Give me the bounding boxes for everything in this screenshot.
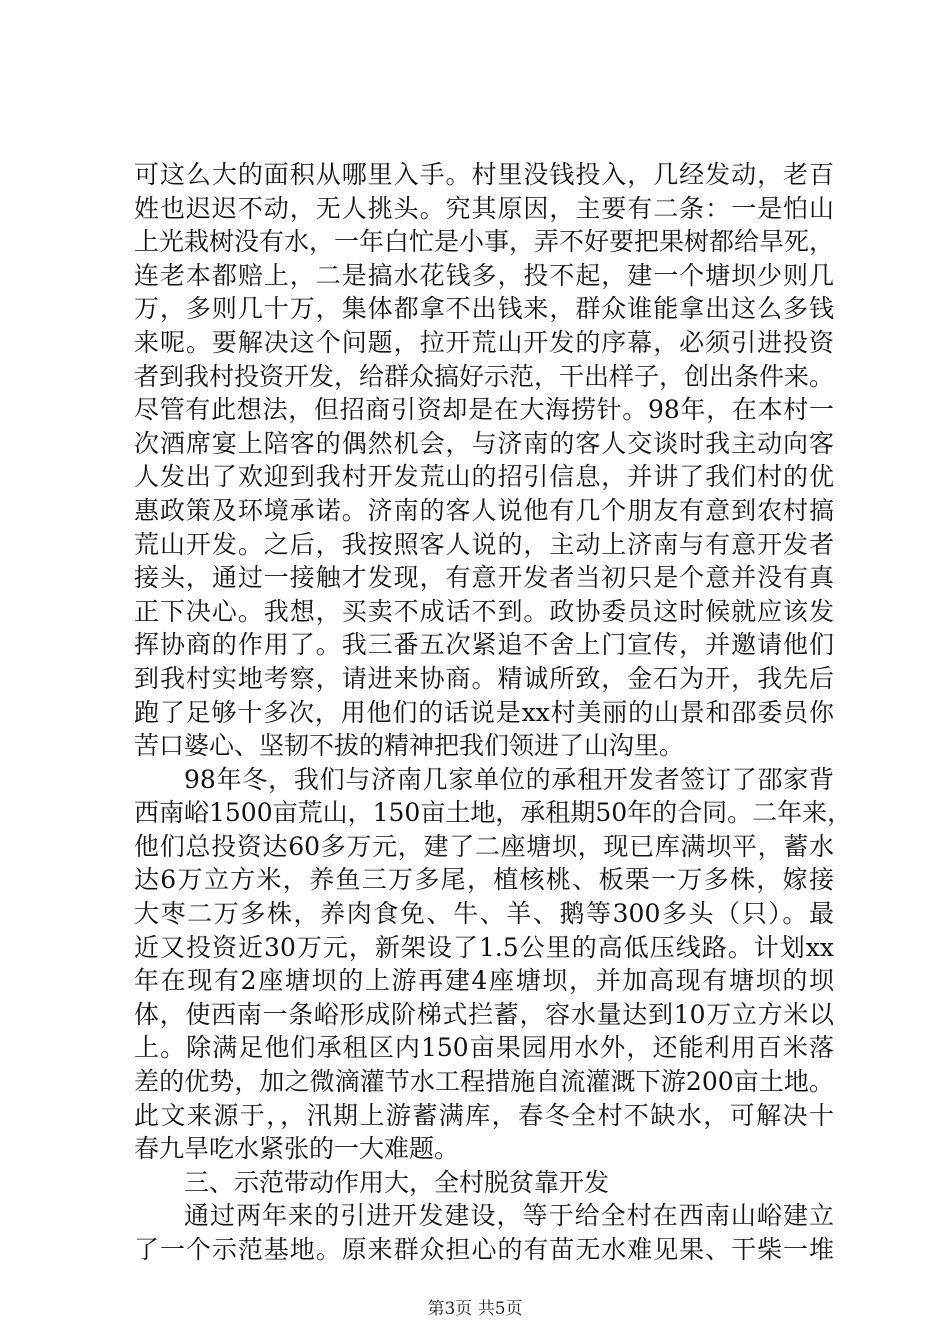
text-line: 尽管有此想法，但招商引资却是在大海捞针。98年，在本村一 xyxy=(134,395,834,425)
text-line: 惠政策及环境承诺。济南的客人说他有几个朋友有意到农村搞 xyxy=(134,495,834,525)
text-line: 西南峪1500亩荒山，150亩土地，承租期50年的合同。二年来， xyxy=(134,798,853,828)
text-line: 大枣二万多株，养肉食免、牛、羊、鹅等300多头（只）。最 xyxy=(134,899,834,929)
text-line: 差的优势，加之微滴灌节水工程措施自流灌溉下游200亩土地。 xyxy=(134,1067,834,1097)
text-line: 挥协商的作用了。我三番五次紧追不舍上门宣传，并邀请他们 xyxy=(134,630,834,660)
text-line: 正下决心。我想，买卖不成话不到。政协委员这时候就应该发 xyxy=(134,596,834,626)
text-line: 荒山开发。之后，我按照客人说的，主动上济南与有意开发者 xyxy=(134,529,834,559)
text-line: 春九旱吃水紧张的一大难题。 xyxy=(134,1134,460,1164)
text-line: 了一个示范基地。原来群众担心的有苗无水难见果、干柴一堆 xyxy=(134,1235,834,1264)
text-line: 万，多则几十万，集体都拿不出钱来，群众谁能拿出这么多钱 xyxy=(134,294,834,324)
text-line: 到我村实地考察，请进来协商。精诚所致，金石为开，我先后 xyxy=(134,663,834,693)
body-text xyxy=(134,158,853,1267)
text-line: 人发出了欢迎到我村开发荒山的招引信息，并讲了我们村的优 xyxy=(134,462,834,492)
text-line: 姓也迟迟不动，无人挑头。究其原因，主要有二条：一是怕山 xyxy=(134,193,834,223)
text-line: 年在现有2座塘坝的上游再建4座塘坝，并加高现有塘坝的坝 xyxy=(134,966,834,996)
text-line: 通过两年来的引进开发建设，等于给全村在西南山峪建立 xyxy=(184,1201,834,1231)
text-line: 接头，通过一接触才发现，有意开发者当初只是个意并没有真 xyxy=(134,563,834,593)
text-line: 者到我村投资开发，给群众搞好示范，干出样子，创出条件来。 xyxy=(134,361,835,391)
text-line: 连老本都赔上，二是搞水花钱多，投不起，建一个塘坝少则几 xyxy=(134,260,834,290)
text-line: 此文来源于，，汛期上游蓄满库，春冬全村不缺水，可解决十 xyxy=(134,1100,834,1130)
text-line: 次酒席宴上陪客的偶然机会，与济南的客人交谈时我主动向客 xyxy=(134,428,834,458)
text-line: 体，使西南一条峪形成阶梯式拦蓄，容水量达到10万立方米以 xyxy=(134,999,834,1029)
text-line: 跑了足够十多次，用他们的话说是xx村美丽的山景和邵委员你 xyxy=(134,697,834,727)
text-line: 上。除满足他们承租区内150亩果园用水外，还能利用百米落 xyxy=(134,1033,834,1063)
page-footer: 第3页 共5页 xyxy=(427,1299,523,1319)
text-line: 可这么大的面积从哪里入手。村里没钱投入，几经发动，老百 xyxy=(134,160,834,189)
text-line: 苦口婆心、坚韧不拔的精神把我们领进了山沟里。 xyxy=(134,731,685,761)
text-line: 达6万立方米，养鱼三万多尾，植核桃、板栗一万多株，嫁接 xyxy=(134,865,834,895)
text-line: 来呢。要解决这个问题，拉开荒山开发的序幕，必须引进投资 xyxy=(134,327,834,357)
section-heading: 三、示范带动作用大，全村脱贫靠开发 xyxy=(184,1167,610,1197)
text-line: 98年冬，我们与济南几家单位的承租开发者签订了邵家背 xyxy=(184,764,834,794)
text-line: 上光栽树没有水，一年白忙是小事，弄不好要把果树都给旱死， xyxy=(134,227,835,257)
text-line: 近又投资近30万元，新架设了1.5公里的高低压线路。计划xx xyxy=(134,932,834,962)
text-line: 他们总投资达60多万元，建了二座塘坝，现已库满坝平，蓄水 xyxy=(134,831,834,861)
